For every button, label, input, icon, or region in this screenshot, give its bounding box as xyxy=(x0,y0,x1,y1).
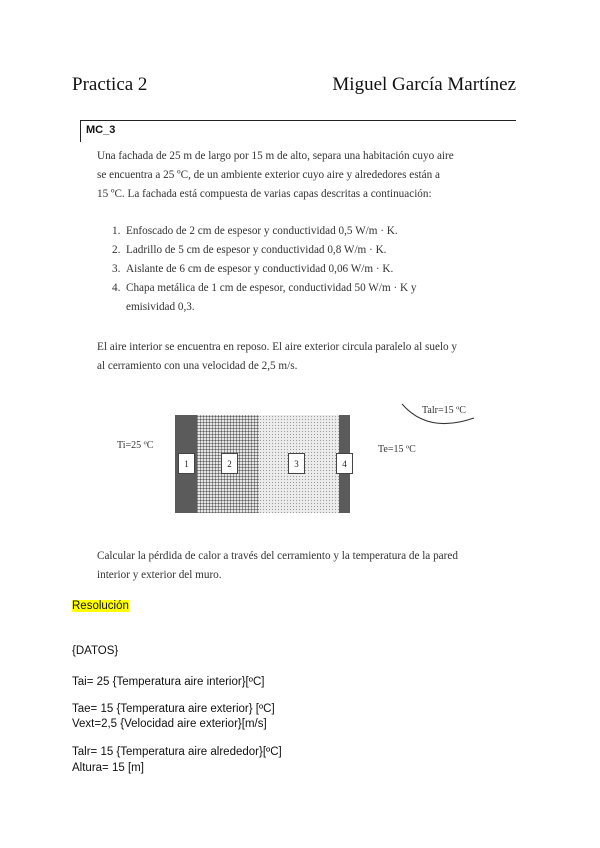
solution-line: Tai= 25 {Temperatura aire interior}[ºC] xyxy=(72,676,265,688)
question-line: interior y exterior del muro. xyxy=(97,569,222,581)
problem-id: MC_3 xyxy=(86,124,116,136)
list-text: emisividad 0,3. xyxy=(126,301,195,313)
layer-label: 1 xyxy=(178,453,195,474)
surroundings-temperature-label: Talr=15 ºC xyxy=(422,405,466,416)
list-text: Ladrillo de 5 cm de espesor y conductividad 0,8 W/m · K. xyxy=(126,244,387,256)
list-item xyxy=(112,260,498,279)
layer-label: 4 xyxy=(336,453,353,474)
list-number: 3. xyxy=(112,263,121,275)
inside-temperature-label: Ti=25 ºC xyxy=(117,440,154,451)
list-text: Aislante de 6 cm de espesor y conductividad 0,06 W/m · K. xyxy=(126,263,394,275)
list-item xyxy=(112,279,498,298)
list-item xyxy=(112,222,498,241)
solution-line: Altura= 15 [m] xyxy=(72,762,144,774)
intro-line: se encuentra a 25 ºC, de un ambiente exterior cuyo aire y alrededores están a xyxy=(97,169,440,181)
list-text: Chapa metálica de 1 cm de espesor, conductividad 50 W/m · K y xyxy=(126,282,417,294)
list-item xyxy=(112,241,498,260)
wall-diagram xyxy=(175,415,350,513)
solution-line: Vext=2,5 {Velocidad aire exterior}[m/s] xyxy=(72,718,267,730)
layer-label: 2 xyxy=(221,453,238,474)
problem-box-top-border xyxy=(80,120,516,121)
question-line: Calcular la pérdida de calor a través del cerramiento y la temperatura de la pared xyxy=(97,550,458,562)
layer-label: 3 xyxy=(288,453,305,474)
intro-line: 15 ºC. La fachada está compuesta de varias capas descritas a continuación: xyxy=(97,188,432,200)
list-number: 1. xyxy=(112,225,121,237)
air-line: al cerramiento con una velocidad de 2,5 m/s. xyxy=(97,360,298,372)
resolution-heading xyxy=(72,600,129,612)
datos-label: {DATOS} xyxy=(72,645,119,657)
intro-line: Una fachada de 25 m de largo por 15 m de alto, separa una habitación cuyo aire xyxy=(97,150,454,162)
problem-box-left-border xyxy=(80,120,81,142)
list-text: Enfoscado de 2 cm de espesor y conductividad 0,5 W/m · K. xyxy=(126,225,398,237)
list-number: 4. xyxy=(112,282,121,294)
list-number: 2. xyxy=(112,244,121,256)
resolution-heading-text: Resolución xyxy=(72,600,129,612)
author-name: Miguel García Martínez xyxy=(332,74,516,95)
solution-line: Tae= 15 {Temperatura aire exterior} [ºC] xyxy=(72,703,275,715)
outside-temperature-label: Te=15 ºC xyxy=(378,444,416,455)
list-item xyxy=(112,298,498,317)
page-title: Practica 2 xyxy=(72,74,148,95)
solution-line: Talr= 15 {Temperatura aire alrededor}[ºC] xyxy=(72,746,282,758)
air-line: El aire interior se encuentra en reposo. El aire exterior circula paralelo al suelo y xyxy=(97,341,458,353)
